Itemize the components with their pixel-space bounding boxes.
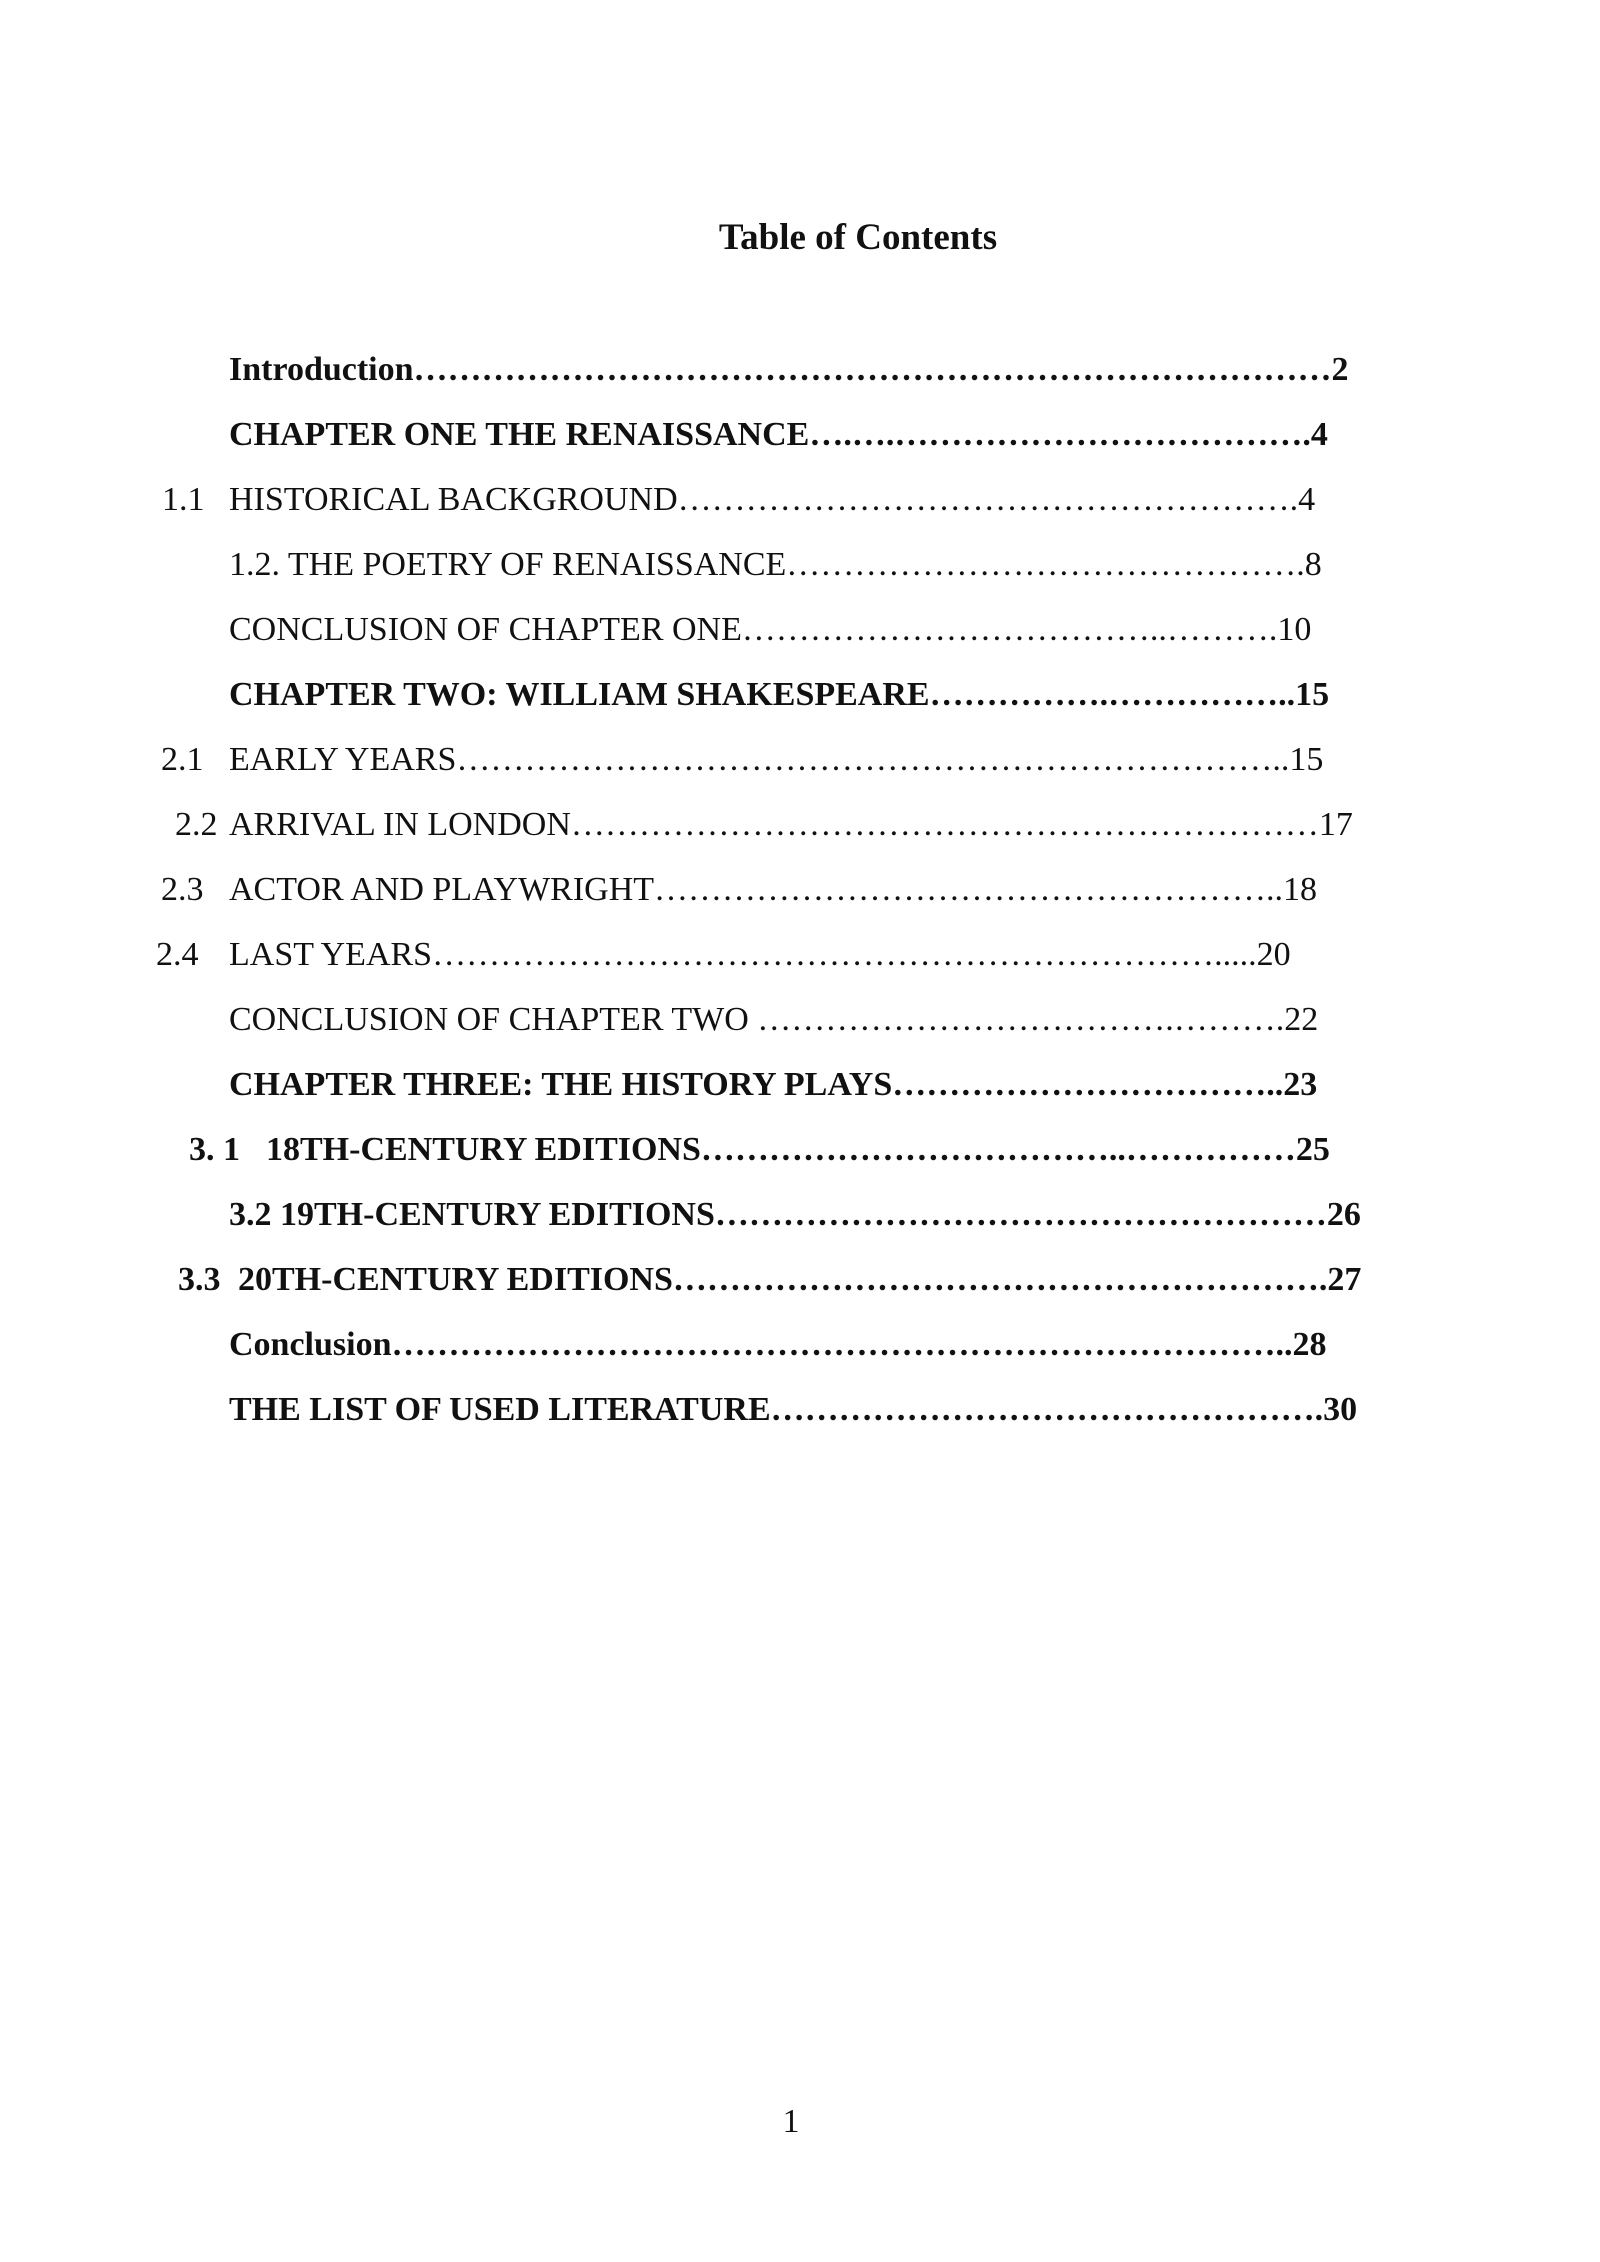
toc-entry (0, 1190, 1600, 1255)
toc-entry-text: EARLY YEARS………………………………………………………………..15 (229, 741, 1324, 778)
toc-entry (0, 800, 1600, 865)
toc-entry (0, 670, 1600, 735)
toc-entry-number: 3. 1 (189, 1131, 240, 1168)
toc-entry-text: CONCLUSION OF CHAPTER ONE………………………………..……….10 (229, 611, 1312, 648)
toc-entry-text: Conclusion……………………………………………………………………..28 (229, 1326, 1327, 1363)
toc-entry-text: CHAPTER ONE THE RENAISSANCE….….……………………………….4 (229, 416, 1328, 453)
toc-entry-number: 2.1 (161, 741, 204, 778)
toc-entry-text: LAST YEARS…………………………………………………………….....20 (229, 936, 1291, 973)
toc-entry (0, 410, 1600, 475)
toc-entry-text: ARRIVAL IN LONDON…………………………………………………………17 (229, 806, 1353, 843)
toc-entry (0, 345, 1600, 410)
toc-entry-text: ACTOR AND PLAYWRIGHT………………………………………………..18 (229, 871, 1318, 908)
toc-entry (0, 540, 1600, 605)
toc-entry (0, 1255, 1600, 1320)
toc-entry-text: 18TH-CENTURY EDITIONS………………………………..……………25 (266, 1131, 1330, 1168)
toc-entry (0, 735, 1600, 800)
toc-entry-text: CHAPTER TWO: WILLIAM SHAKESPEARE…………….……………..15 (229, 676, 1330, 713)
toc-entry-number: 3.3 (178, 1261, 221, 1298)
toc-entry (0, 865, 1600, 930)
page-title: Table of Contents (718, 217, 998, 258)
toc-entry-text: THE LIST OF USED LITERATURE………………………………………….30 (229, 1391, 1358, 1428)
toc-entry-text: 20TH-CENTURY EDITIONS………………………………………………….27 (238, 1261, 1362, 1298)
toc-entry (0, 1385, 1600, 1450)
toc-entry-number: 2.2 (175, 806, 218, 843)
toc-entry-number: 1.1 (162, 481, 205, 518)
toc-entry-text: CHAPTER THREE: THE HISTORY PLAYS……………………………..23 (229, 1066, 1318, 1103)
toc-entry-text: HISTORICAL BACKGROUND……………………………………………….4 (229, 481, 1316, 518)
toc-entry (0, 995, 1600, 1060)
toc-entry-number: 2.4 (156, 936, 199, 973)
toc-entry-text: 1.2. THE POETRY OF RENAISSANCE……………………………………….8 (229, 546, 1322, 583)
toc-entry (0, 475, 1600, 540)
toc-entry-number: 2.3 (161, 871, 204, 908)
toc-entry-text: Introduction………………………………………………………………………2 (229, 351, 1349, 388)
toc-list (0, 345, 1600, 1450)
toc-entry (0, 605, 1600, 670)
toc-entry-text: 3.2 19TH-CENTURY EDITIONS………………………………………………26 (229, 1196, 1361, 1233)
toc-entry (0, 1125, 1600, 1190)
toc-entry-text: CONCLUSION OF CHAPTER TWO ……………………………….……….22 (229, 1001, 1319, 1038)
page-number: 1 (782, 2103, 800, 2140)
toc-entry (0, 1060, 1600, 1125)
toc-entry (0, 1320, 1600, 1385)
toc-entry (0, 930, 1600, 995)
